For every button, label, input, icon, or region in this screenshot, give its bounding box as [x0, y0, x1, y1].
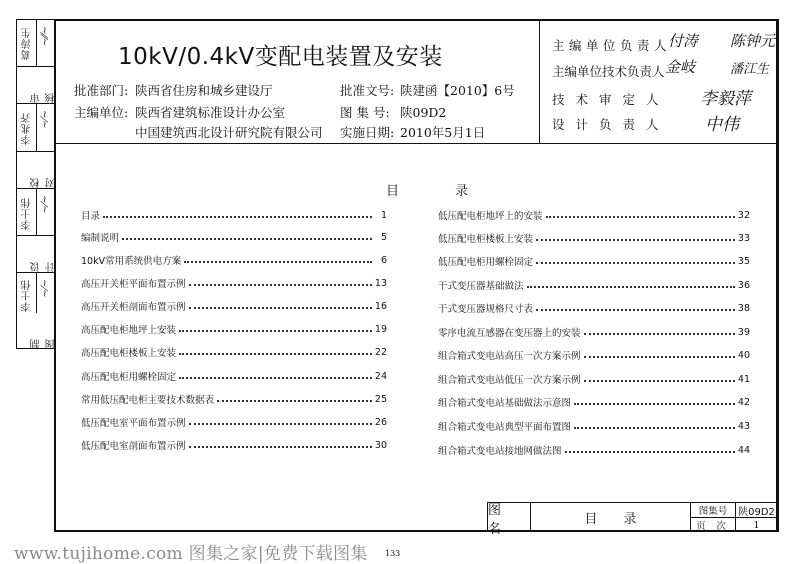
watermark: www.tujihome.com 图集之家|免费下载图集: [14, 544, 368, 564]
effective-date-label: 实施日期:: [340, 125, 395, 140]
toc-item[interactable]: 编制说明 5: [81, 231, 387, 244]
strip-signature: 李兆齐: [22, 112, 33, 145]
strip-label: 设计: [31, 254, 57, 272]
strip-handwriting: ~⁄~: [40, 279, 51, 298]
strip-cell-check: [17, 104, 55, 152]
strip-label: 制图: [31, 331, 57, 349]
left-signature-strip: [16, 19, 55, 349]
toc-item[interactable]: 高压开关柜剖面布置示例 16: [81, 300, 387, 313]
strip-cell-label: [17, 152, 55, 189]
page-number: 133: [385, 549, 401, 558]
effective-date: 2010年5月1日: [400, 125, 486, 140]
editor-unit-2: 中国建筑西北设计研究院有限公司: [135, 125, 323, 140]
strip-handwriting: ~⁄~: [40, 110, 51, 129]
resp-role: 主编单位技术负责人: [552, 64, 665, 79]
toc-item[interactable]: 10kV常用系统供电方案 6: [81, 254, 387, 267]
header-divider: [54, 143, 779, 144]
toc-item[interactable]: 组合箱式变电站典型平面布置图 43: [438, 420, 750, 433]
page-label-cell: 页 次: [691, 518, 736, 532]
resp-role: 主编单位负责人: [552, 38, 672, 53]
resp-signature: 李毅萍: [700, 89, 751, 109]
toc-item[interactable]: 组合箱式变电站高压一次方案示例 40: [438, 349, 750, 362]
toc-item[interactable]: 组合箱式变电站接地网做法图 44: [438, 444, 750, 457]
strip-cell-draw: [17, 273, 55, 349]
strip-cell-design: [17, 189, 55, 236]
strip-signature: 李士伟: [22, 197, 33, 230]
approval-doc-label: 批准文号:: [340, 83, 395, 98]
document-title: 10kV/0.4kV变配电装置及安装: [118, 44, 443, 70]
approval-dept-label: 批准部门:: [74, 83, 129, 98]
page-cell: 1: [753, 519, 760, 531]
resp-signature: 潘江生: [730, 62, 770, 77]
resp-signature: 中伟: [705, 115, 739, 135]
toc-item[interactable]: 干式变压器基础做法 36: [438, 279, 750, 292]
toc-item[interactable]: 目录 1: [81, 209, 387, 222]
strip-handwriting: ~⁄⁄~: [40, 26, 51, 47]
resp-role: 设计负责人: [552, 117, 670, 132]
toc-item[interactable]: 组合箱式变电站低压一次方案示例 41: [438, 373, 750, 386]
toc-item[interactable]: 组合箱式变电站基础做法示意图 42: [438, 396, 750, 409]
editor-unit-label: 主编单位:: [74, 105, 129, 120]
toc-item[interactable]: 低压配电室平面布置示例 26: [81, 416, 387, 429]
toc-title: 目 录: [386, 184, 495, 199]
atlas-no-label: 图 集 号:: [340, 105, 390, 120]
drawing-name: 目 录: [531, 503, 691, 532]
strip-signature: 李士伟: [22, 279, 33, 312]
toc-item[interactable]: 低压配电柜楼板上安装 33: [438, 232, 750, 245]
drawing-name-label: 图 名: [488, 503, 531, 532]
atlas-no-cell: 陕09D2: [736, 503, 777, 518]
atlas-no-label-cell: 图集号: [691, 503, 736, 518]
resp-signature: 陈钟元: [730, 32, 776, 50]
toc-item[interactable]: 干式变压器规格尺寸表 38: [438, 302, 750, 315]
strip-cell-label: [17, 67, 55, 104]
strip-signature: 葛涛生: [22, 27, 33, 60]
strip-cell-label: [17, 236, 55, 273]
resp-role: 技术审定人: [552, 92, 670, 107]
approval-dept: 陕西省住房和城乡建设厅: [135, 83, 273, 98]
toc-item[interactable]: 常用低压配电柜主要技术数据表 25: [81, 393, 387, 406]
toc-item[interactable]: 高压开关柜平面布置示例 13: [81, 277, 387, 290]
toc-item[interactable]: 零序电流互感器在变压器上的安装 39: [438, 326, 750, 339]
approval-doc: 陕建函【2010】6号: [400, 83, 515, 98]
resp-signature: 付涛: [668, 32, 699, 50]
strip-label: 校对: [31, 170, 57, 188]
editor-unit-1: 陕西省建筑标准设计办公室: [135, 105, 286, 120]
toc-item[interactable]: 高压配电柜地坪上安装 19: [81, 323, 387, 336]
toc-item[interactable]: 低压配电柜用螺栓固定 35: [438, 255, 750, 268]
toc-item[interactable]: 高压配电柜用螺栓固定 24: [81, 370, 387, 383]
resp-signature: 金岐: [665, 58, 696, 76]
title-block: [487, 502, 779, 537]
strip-handwriting: ~⁄~: [40, 195, 51, 214]
strip-label: 审核: [31, 85, 57, 103]
toc-item[interactable]: 低压配电柜地坪上的安装 32: [438, 209, 750, 222]
strip-cell-review: [17, 20, 55, 67]
atlas-no: 陕09D2: [400, 105, 447, 120]
toc-item[interactable]: 低压配电室剖面布置示例 30: [81, 439, 387, 452]
toc-item[interactable]: 高压配电柜楼板上安装 22: [81, 346, 387, 359]
header-vertical-divider: [539, 19, 540, 143]
